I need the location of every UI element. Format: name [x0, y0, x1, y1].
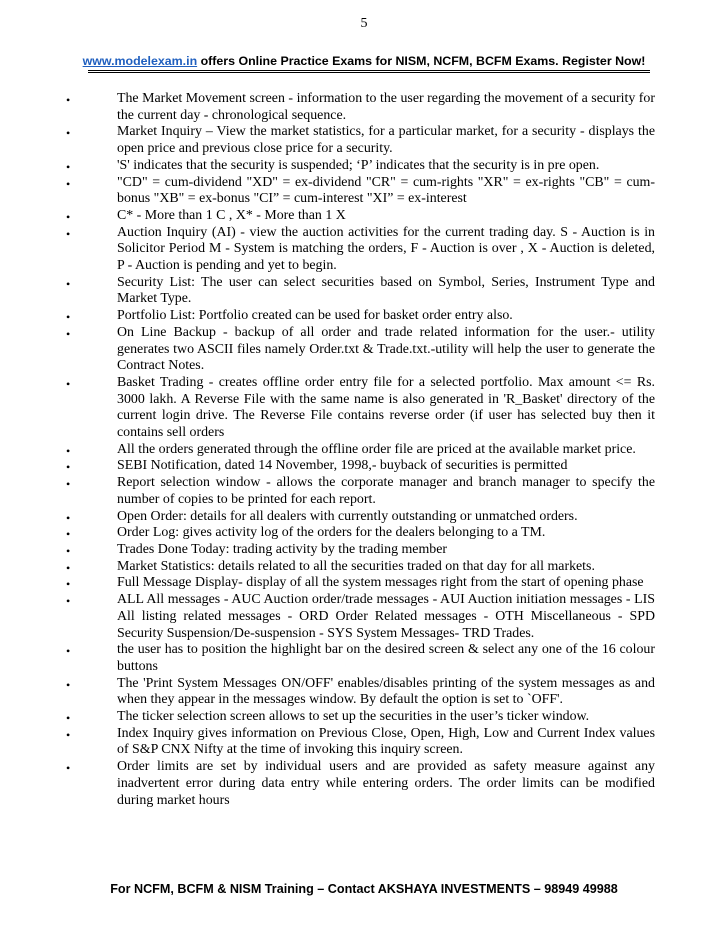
list-item	[0, 91, 728, 124]
list-item-text: Portfolio List: Portfolio created can be used for basket order entry also.	[117, 308, 513, 324]
list-item	[0, 726, 728, 759]
bullet-icon: •	[66, 176, 71, 191]
bullet-icon: •	[66, 443, 71, 458]
website-link[interactable]: www.modelexam.in	[82, 54, 198, 68]
list-item	[0, 375, 728, 442]
list-item-text: SEBI Notification, dated 14 November, 1998,- buyback of securities is permitted	[117, 458, 568, 474]
bullet-icon: •	[66, 761, 71, 776]
bullet-icon: •	[66, 276, 71, 291]
bullet-icon: •	[66, 310, 71, 325]
list-item-text: Full Message Display- display of all the system messages right from the start of opening phase	[117, 575, 644, 591]
footer-banner: For NCFM, BCFM & NISM Training – Contact AKSHAYA INVESTMENTS – 98949 49988	[110, 882, 618, 896]
list-item	[0, 542, 728, 559]
list-item-text: "CD" = cum-dividend "XD" = ex-dividend "CR" = cum-rights "XR" = ex-rights "CB" = cum-bonus "XB" = ex-bonus "CI” = cum-interest "XI” = ex-interest	[117, 174, 655, 207]
bullet-icon: •	[66, 376, 71, 391]
list-item	[0, 509, 728, 526]
bullet-icon: •	[66, 477, 71, 492]
list-item	[0, 525, 728, 542]
list-item	[0, 709, 728, 726]
list-item	[0, 325, 728, 375]
bullet-icon: •	[66, 560, 71, 575]
list-item	[0, 442, 728, 459]
bullet-icon: •	[66, 226, 71, 241]
header-banner	[0, 53, 728, 69]
page-number: 5	[360, 16, 368, 31]
list-item-text: 'S' indicates that the security is suspended; ‘P’ indicates that the security is in pre open.	[117, 157, 600, 173]
bullet-icon: •	[66, 727, 71, 742]
list-item-text: Market Inquiry – View the market statistics, for a particular market, for a security - displays the open price and previous close price for a security.	[117, 124, 655, 157]
list-item	[0, 124, 728, 157]
list-item-text: ALL All messages - AUC Auction order/trade messages - AUI Auction initiation messages - LIS All listing related messages - ORD Order Related messages - OTH Miscellaneous - SPD Security Suspension/De-suspension - SYS System Messages- TRD Trades.	[117, 592, 655, 641]
list-item	[0, 575, 728, 592]
header-text: offers Online Practice Exams for NISM, NCFM, BCFM Exams. Register Now!	[197, 54, 646, 68]
bullet-icon: •	[66, 126, 71, 141]
list-item-text: Basket Trading - creates offline order entry file for a selected portfolio. Max amount <= Rs. 3000 lakh. A Reverse File with the same name is also generated in 'R_Basket' directory of the current login drive. The Reverse File contains reverse order (if user has selected buy then it contains sell orders	[117, 374, 655, 441]
list-item	[0, 475, 728, 508]
list-item-text: Order Log: gives activity log of the orders for the dealers belonging to a TM.	[117, 525, 546, 541]
bullet-icon: •	[66, 326, 71, 341]
bullet-icon: •	[66, 594, 71, 609]
bullet-icon: •	[66, 159, 71, 174]
list-item-text: All the orders generated through the offline order file are priced at the available market price.	[117, 441, 636, 457]
bullet-icon: •	[66, 644, 71, 659]
list-item	[0, 759, 728, 809]
bullet-icon: •	[66, 711, 71, 726]
bullet-icon: •	[66, 677, 71, 692]
bullet-icon: •	[66, 209, 71, 224]
list-item-text: Auction Inquiry (AI) - view the auction activities for the current trading day. S - Auction is in Solicitor Period M - System is matching the orders, F - Auction is over , X - Auction is deleted, P - Auction is pending and yet to begin.	[117, 224, 655, 274]
list-item-text: The Market Movement screen - information to the user regarding the movement of a security for the current day - chronological sequence.	[117, 91, 655, 123]
list-item-text: Index Inquiry gives information on Previous Close, Open, High, Low and Current Index values of S&P CNX Nifty at the time of invoking this inquiry screen.	[117, 725, 655, 758]
list-item-text: C* - More than 1 C , X* - More than 1 X	[117, 207, 346, 223]
list-item	[0, 275, 728, 308]
list-item	[0, 225, 728, 275]
list-item-text: Trades Done Today: trading activity by the trading member	[117, 541, 448, 557]
list-item-text: Report selection window - allows the corporate manager and branch manager to specify the number of copies to be printed for each report.	[117, 475, 655, 507]
bullet-list	[0, 91, 728, 809]
list-item	[0, 642, 728, 675]
list-item	[0, 175, 728, 208]
list-item	[0, 559, 728, 576]
list-item	[0, 676, 728, 709]
list-item-text: Order limits are set by individual users and are provided as safety measure against any inadvertent error during data entry while entering orders. The order limits can be modified during market hours	[117, 759, 655, 808]
list-item-text: the user has to position the highlight bar on the desired screen & select any one of the 16 colour buttons	[117, 642, 655, 674]
list-item	[0, 592, 728, 642]
list-item	[0, 308, 728, 325]
list-item-text: Market Statistics: details related to all the securities traded on that day for all markets.	[117, 558, 595, 574]
list-item-text: Open Order: details for all dealers with currently outstanding or unmatched orders.	[117, 508, 578, 524]
header-divider	[88, 70, 650, 76]
list-item-text: The 'Print System Messages ON/OFF' enables/disables printing of the system messages as and when they appear in the messages window. By default the option is set to `OFF'.	[117, 675, 655, 708]
bullet-icon: •	[66, 543, 71, 558]
list-item-text: Security List: The user can select securities based on Symbol, Series, Instrument Type and Market Type.	[117, 274, 655, 307]
list-item	[0, 458, 728, 475]
bullet-icon: •	[66, 577, 71, 592]
list-item	[0, 158, 728, 175]
bullet-icon: •	[66, 527, 71, 542]
list-item-text: On Line Backup - backup of all order and trade related information for the user.- utility generates two ASCII files namely Order.txt & Trade.txt.-utility will help the user to generate the Contract Notes.	[117, 324, 655, 374]
bullet-icon: •	[66, 460, 71, 475]
bullet-icon: •	[66, 510, 71, 525]
list-item-text: The ticker selection screen allows to set up the securities in the user’s ticker window.	[117, 709, 590, 725]
bullet-icon: •	[66, 93, 71, 107]
list-item	[0, 208, 728, 225]
